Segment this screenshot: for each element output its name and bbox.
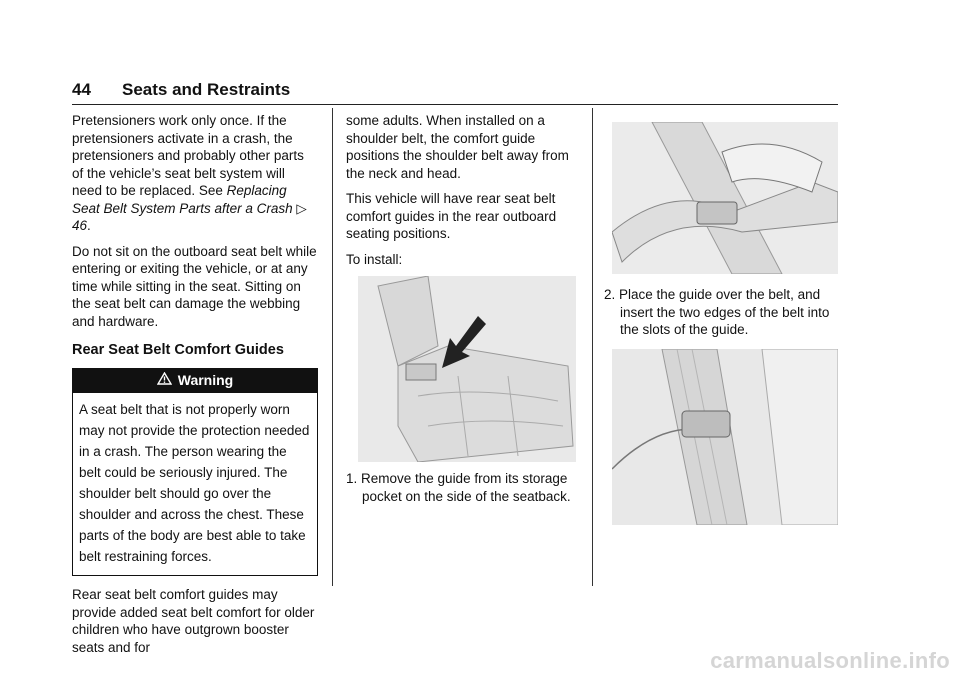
column-2 [346, 112, 576, 513]
step-1: 1. Remove the guide from its storage pocket on the side of the seatback. [346, 471, 571, 504]
cross-reference-link[interactable]: Replacing Seat Belt System Parts after a Crash [72, 183, 293, 216]
paragraph-comfort-guides: Rear seat belt comfort guides may provide added seat belt comfort for older children who have outgrown booster seats and for [72, 587, 315, 655]
page-ref-icon: ▷ [296, 200, 307, 216]
column-1 [72, 112, 318, 664]
paragraph-some-adults: some adults. When installed on a shoulder belt, the comfort guide positions the shoulder belt away from the neck and head. [346, 113, 569, 181]
warning-icon [157, 372, 172, 390]
section-heading: Rear Seat Belt Comfort Guides [72, 342, 284, 358]
paragraph-to-install: To install: [346, 251, 403, 267]
guide-installed-illustration [612, 349, 838, 525]
page-header [72, 80, 838, 105]
seatback-illustration [358, 276, 576, 462]
paragraph-pretensioners: Pretensioners work only once. If the pretensioners activate in a crash, the pretensioners and probably other parts of the vehicle’s seat belt system will need to be replaced. See Replacing Seat Belt System Parts after a Crash ▷ 46. [72, 113, 307, 233]
warning-header [73, 369, 317, 394]
warning-title: Warning [177, 371, 234, 388]
guide-on-belt-illustration [612, 122, 838, 274]
column-divider-left [332, 108, 333, 586]
paragraph-rear-positions: This vehicle will have rear seat belt comfort guides in the rear outboard seating positions. [346, 191, 557, 241]
column-divider-right [592, 108, 593, 586]
step-2: 2. Place the guide over the belt, and insert the two edges of the belt into the slots of the guide. [604, 287, 830, 337]
page-number: 44 [72, 80, 91, 99]
cross-reference-page[interactable]: 46 [72, 218, 88, 233]
warning-box [72, 368, 318, 577]
warning-text: A seat belt that is not properly worn may not provide the protection needed in a crash. The person wearing the belt could be seriously injured. The shoulder belt should go over the shoulder and across the chest. These parts of the body are best able to take belt restraining forces. [79, 402, 310, 564]
paragraph-do-not-sit: Do not sit on the outboard seat belt while entering or exiting the vehicle, or at any time while sitting in the seat. Sitting on the seat belt can damage the webbing and hardware. [72, 243, 317, 329]
section-title: Seats and Restraints [122, 80, 291, 99]
watermark: carmanualsonline.info [710, 648, 950, 673]
column-3 [604, 112, 834, 533]
